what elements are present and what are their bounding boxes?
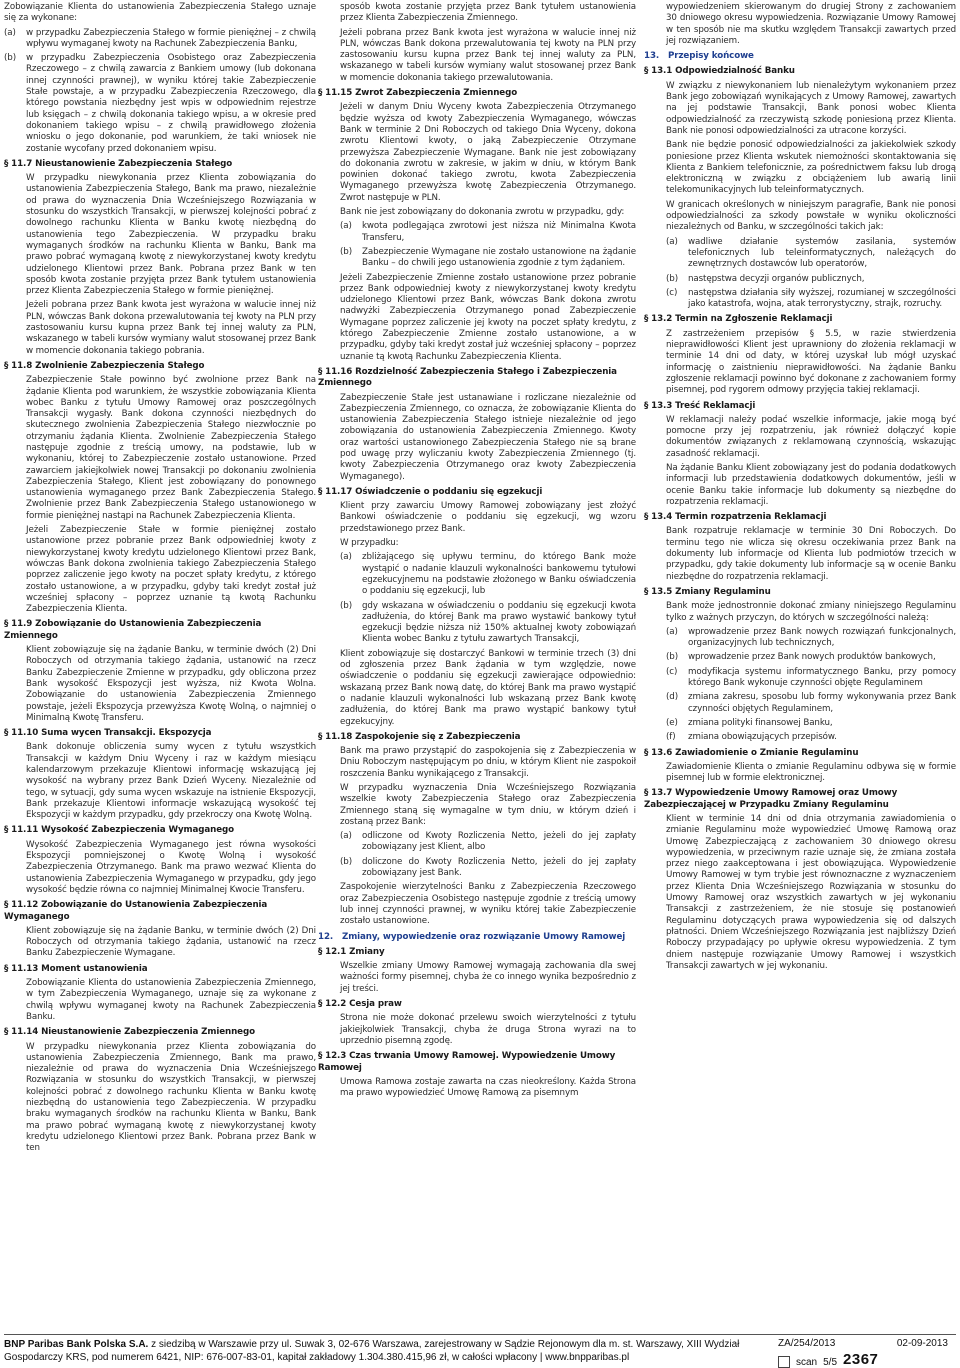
section-heading: § 11.14 Nieustanowienie Zabezpieczenia Zmiennego	[4, 1027, 255, 1038]
scan-checkbox-icon[interactable]	[778, 1356, 790, 1368]
paragraph: Jeżeli pobrana przez Bank kwota jest wyrażona w walucie innej niż PLN, wówczas Bank dokona przewalutowania tej kwoty na PLN przy zastosowaniu kursu kupna przez Bank tej innej waluty za PLN, wskazanego w tabeli kursów wymiany walut stosowanej przez Bank w momencie dokonania takiego przewalutowania.	[340, 27, 636, 83]
list-item-text: wprowadzenie przez Bank nowych produktów bankowych,	[688, 652, 936, 663]
section-heading: § 13.2 Termin na Zgłoszenie Reklamacji	[644, 314, 833, 325]
list-item-text: Zabezpieczenie Wymagane nie zostało ustanowione na żądanie Banku – do chwili jego ustanowienia zgodnie z tym żądaniem.	[362, 246, 636, 269]
paragraph: wypowiedzeniem skierowanym do drugiej Strony z zachowaniem 30 dniowego okresu wypowiedzenia. Rozwiązanie Umowy Ramowej w ten sposób nie ma skutku względem Transakcji zawartych przed jej rozwiązaniem.	[666, 2, 956, 46]
paragraph: Bank ma prawo przystąpić do zaspokojenia się z Zabezpieczenia w Dniu Roboczym następującym po dniu, w którym Klient nie zaspokoił roszczenia Banku wynikającego z Transakcji.	[340, 746, 636, 779]
list-item	[644, 627, 956, 650]
paragraph: Strona nie może dokonać przelewu swoich wierzytelności z tytułu jakiejkolwiek Transakcji, chyba że druga Strona wyrazi na to uprzednio pisemną zgodę.	[340, 1013, 636, 1046]
column-middle	[318, 2, 636, 1102]
paragraph: sposób kwota zostanie przyjęta przez Bank tytułem ustanowienia przez Klienta Zabezpieczenia Zmiennego.	[340, 2, 636, 24]
list-item-marker: (b)	[340, 856, 352, 867]
list-item-text: doliczone do Kwoty Rozliczenia Netto, jeżeli do jej zapłaty zobowiązany jest Bank.	[362, 856, 636, 879]
chapter-number: 13.	[644, 51, 660, 62]
column-left	[4, 2, 316, 1158]
section-heading: § 13.6 Zawiadomienie o Zmianie Regulaminu	[644, 747, 859, 758]
paragraph: Zobowiązanie Klienta do ustanowienia Zabezpieczenia Zmiennego, w tym Zabezpieczenia Wymaganego, uznaje się za wykonane z chwilą wpływu wymaganej kwoty na Rachunek Zabezpieczenia Banku.	[26, 978, 316, 1022]
list-item-marker: (b)	[666, 273, 678, 284]
list-item-marker: (d)	[666, 692, 678, 703]
list-item-text: w przypadku Zabezpieczenia Osobistego oraz Zabezpieczenia Rzeczowego – z chwilą zawarcia z Bankiem umowy (lub dokonana innej czynności prawnej), w wyniku której takie Zabezpieczenie Stałe powstaje, a w przypadku Zabezpieczenia Rzeczowego, dla którego powstania niezbędny jest wpis w odpowiednim rejestrze lub księgach – z chwilą dokonania takiego wpisu, a w okresie pred dokonaniem takiego wpisu – z chwilą prawidłowego złożenia wniosku o jego dokonanie, pod warunkiem, że taki wniosek nie zostanie wycofany przed dokonaniem wpisu.	[26, 53, 316, 154]
list-item	[644, 667, 956, 690]
list-item	[318, 831, 636, 854]
section-heading: § 11.10 Suma wycen Transakcji. Ekspozycja	[4, 728, 212, 739]
paragraph: Klient zobowiązuje się dostarczyć Bankowi w terminie trzech (3) dni od zgłoszenia przez Bank żądania w tym względzie, nowe oświadczenie o poddaniu się egzekucji zawierające odpowiednio: wskazaną przez Bank nową datę, do której Bank ma prawo wystąpić o nadanie klauzuli wykonalności lub wskazaną przez Bank kwotę zadłużenia, do której Bank ma prawo wystąpić bankowy tytuł egzekucyjny.	[340, 648, 636, 727]
paragraph: Jeżeli w danym Dniu Wyceny kwota Zabezpieczenia Otrzymanego będzie wyższa od kwoty Zabezpieczenia Wymaganego, wówczas Bank w terminie 2 Dni Roboczych od takiego Dnia Wyceny, dokona zwrotu Klientowi kwoty, o jaką Zabezpieczenie Otrzymane przewyższa Zabezpieczenie Wymagane. Bank nie jest zobowiązany do dokonania zwrotu w zakresie, w jakim w dniu, w którym Bank powinien dokonać takiego zwrotu, kwota Zabezpieczenia Wymaganego przewyższa kwotę Zabezpieczenia Otrzymanego. Zwrot następuje w PLN.	[340, 102, 636, 203]
section-heading: § 11.12 Zobowiązanie do Ustanowienia Zabezpieczenia Wymaganego	[4, 900, 268, 922]
paragraph: Zabezpieczenie Stałe powinno być zwolnione przez Bank na żądanie Klienta pod warunkiem, że wszystkie zobowiązania Klienta wobec Banku z tytułu Umowy Ramowej oraz poszczególnych Transakcji wygasły. Bank dokona czynności niezbędnych do skutecznego zwolnienia Zabezpieczenia Stałego niezwłocznie po otrzymaniu żądania Klienta. Zwolnienie Zabezpieczenia Stałego następuje zgodnie z treścią umowy, na podstawie, lub w wykonaniu, której to Zabezpieczenie zostało ustanowione. Przed zawarciem jakiejkolwiek nowej Transakcji po dokonaniu zwolnienia Zabezpieczenia Stałego, Klient jest zobowiązany do ponownego ustanowienia wymaganego przez Bank Zabezpieczenia Stałego. Zwolnienie przez Bank Zabezpieczenia Stałego ustanowionego w formie pieniężnej nastąpi na Rachunek Zabezpieczenia Klienta.	[26, 375, 316, 521]
list-item-marker: (a)	[666, 236, 678, 247]
paragraph: W związku z niewykonaniem lub nienależytym wykonaniem przez Bank jego zobowiązań wynikających z Umowy Ramowej, zawartych na jej podstawie Transakcji, Bank ponosi wobec Klienta odpowiedzialność za rzeczywistą szkodę poniesioną przez Klienta. Bank nie ponosi odpowiedzialności za utracone korzyści.	[666, 80, 956, 136]
section-heading: § 13.1 Odpowiedzialność Banku	[644, 66, 795, 77]
paragraph: Bank rozpatruje reklamacje w terminie 30 Dni Roboczych. Do terminu tego nie wlicza się okresu oczekiwania przez Bank na dokumenty lub informacje od Klienta lub podmiotów trzecich w przypadku, gdy takie dokumenty lub informacje są w ocenie Banku niezbędne do rozpatrzenia reklamacji.	[666, 526, 956, 582]
section-heading: § 13.5 Zmiany Regulaminu	[644, 586, 771, 597]
footer-form-number: 2367	[843, 1351, 879, 1368]
list-item-marker: (e)	[666, 717, 678, 728]
section-heading: § 11.9 Zobowiązanie do Ustanowienia Zabezpieczenia Zmiennego	[4, 619, 262, 641]
list-item	[4, 53, 316, 155]
list-item	[644, 718, 956, 729]
list-item-marker: (f)	[666, 732, 676, 743]
paragraph: Na żądanie Banku Klient zobowiązany jest do podania dodatkowych informacji lub przedstawienia dodatkowych dokumentów, jeśli w ocenie Banku takie informacje lub dokumenty są niezbędne do rozpatrzenia reklamacji.	[666, 462, 956, 507]
paragraph: Klient w terminie 14 dni od dnia otrzymania zawiadomienia o zmianie Regulaminu może wypowiedzieć Umowę Ramową oraz Umowę Zabezpieczającą z zachowaniem 30 dniowego okresu wypowiedzenia, w przeciwnym razie uznaje się, że zmiana została przez niego zaakceptowana i jest obowiązująca. Wypowiedzenie Umowy Ramowej w tym trybie jest równoznaczne z wyznaczeniem przez Klienta Dnia Wcześniejszego Rozwiązania w stosunku do Umowy Ramowej oraz wszystkich zawartych w jej wykonaniu Transakcji z zastrzeżeniem, że nie stosuje się postanowień Regulaminu dotyczących prawa wypowiedzenia się od dalszych płatności. Dniem Wcześniejszego Rozwiązania jest najbliższy Dzień Roboczy przypadający po upływie okresu wypowiedzenia. Z tym dniem następuje rozwiązanie Umowy Ramowej i wszystkich Transakcji zawartych w jej wykonaniu.	[666, 814, 956, 971]
paragraph: Zaspokojenie wierzytelności Banku z Zabezpieczenia Rzeczowego oraz Zabezpieczenia Osobistego następuje zgodnie z treścią umowy lub innej czynności prawnej, w wyniku której takie Zabezpieczenie zostało ustanowione.	[340, 882, 636, 927]
paragraph: Klient przy zawarciu Umowy Ramowej zobowiązany jest złożyć Bankowi oświadczenie o poddaniu się egzekucji, wg wzoru przedstawionego przez Bank.	[340, 501, 636, 534]
paragraph: Bank dokonuje obliczenia sumy wycen z tytułu wszystkich Transakcji w każdym Dniu Wyceny i raz w każdym miesiącu kalendarzowym przekazuje Klientowi informację wskazującą jej wysokość na wybrany przez Bank Dzień Wyceny. Niezależnie od tego, w sytuacji, gdy suma wycen wskazuje na istnienie Ekspozycji, Bank przekazuje Klientowi informacje wskazującą wysokość tej Ekspozycji w każdym przypadku, gdy przekroczy ona Kwotę Wolną.	[26, 742, 316, 821]
paragraph: W przypadku niewykonania przez Klienta zobowiązania do ustanowienia Zabezpieczenia Zmiennego, Bank ma prawo, niezależnie od prawa do wyznaczenia Dnia Wcześniejszego Rozwiązania w stosunku do wszystkich Transakcji, w pierwszej kolejności pobrać z dowolnego rachunku Klienta w Banku kwotę niezbędną do ustanowienia tego Zabezpieczenia. W przypadku braku wymaganych środków na rachunku Klienta w Banku, Bank ma prawo pobrać wymaganą kwotę z niewykorzystanej kwoty kredytu udzielonego Klientowi przez Bank. Pobrana przez Bank w ten	[26, 1041, 316, 1154]
list-item-marker: (a)	[666, 626, 678, 637]
paragraph: Bank nie jest zobowiązany do dokonania zwrotu w przypadku, gdy:	[340, 207, 625, 218]
footer-company-name: BNP Paribas Bank Polska S.A.	[4, 1339, 149, 1350]
list-item-text: wprowadzenie przez Bank nowych rozwiązań funkcjonalnych, organizacyjnych lub technicznych,	[688, 626, 956, 649]
footer-company-info	[4, 1338, 739, 1364]
list-item-text: wadliwe działanie systemów zasilania, systemów telefonicznych lub teleinformatycznych, należących do zewnętrznych dostawców lub operatorów,	[688, 236, 956, 270]
chapter-heading	[644, 51, 956, 62]
chapter-heading	[318, 932, 636, 943]
paragraph: Z zastrzeżeniem przepisów § 5.5, w razie stwierdzenia nieprawidłowości Klient jest uprawniony do złożenia reklamacji w terminie 14 dni od daty, w której uzyskał lub mógł uzyskać informację o zaistnieniu nieprawidłowości. Na żądanie Banku zgłoszenie reklamacji powinno być dokonane z zachowaniem formy pisemnej, pod rygorem odmowy przyjęcia takiej reklamacji.	[666, 328, 956, 396]
list-item-text: zmiana zakresu, sposobu lub formy wykonywania przez Bank czynności objętych Regulaminem,	[688, 692, 956, 714]
list-item-text: odliczone od Kwoty Rozliczenia Netto, jeżeli do jej zapłaty zobowiązany jest Klient, albo	[362, 831, 636, 853]
paragraph: Klient zobowiązuje się na żądanie Banku, w terminie dwóch (2) Dni Roboczych od otrzymania takiego żądania, ustanowić na rzecz Banku Zabezpieczenie Zmienne w przypadku, gdy obliczona przez Bank wysokość Ekspozycji jest wyższa, niż Kwota Wolna. Zobowiązanie do ustanowienia Zabezpieczenia Zmiennego powstaje, jeżeli Ekspozycja przewyższa Kwotę Wolną, o najmniej o Minimalną Kwotę Transferu.	[26, 645, 316, 723]
paragraph: Umowa Ramowa zostaje zawarta na czas nieokreślony. Każda Strona ma prawo wypowiedzieć Umowę Ramową za pisemnym	[340, 1076, 636, 1099]
section-heading: § 12.2 Cesja praw	[318, 999, 402, 1010]
section-heading: § 11.11 Wysokość Zabezpieczenia Wymaganego	[4, 825, 234, 836]
footer-line-2: Gospodarczy KRS, pod numerem 6421, NIP: 676-007-83-01, kapitał zakładowy 1.304.380.415,96 zł, w całości wpłacony | www.bnpparibas.pl	[4, 1352, 630, 1363]
list-item-marker: (c)	[666, 287, 678, 298]
list-item-text: zmiana obowiązujących przepisów.	[688, 732, 837, 743]
list-item-text: następstwa decyzji organów publicznych,	[688, 273, 865, 284]
footer-scan-label: scan	[796, 1357, 818, 1368]
list-item-marker: (c)	[666, 666, 678, 677]
list-item	[318, 221, 636, 244]
section-heading: § 12.1 Zmiany	[318, 946, 385, 957]
paragraph: Klient zobowiązuje się na żądanie Banku, w terminie dwóch (2) Dni Roboczych od otrzymania takiego żądania, ustanowić na rzecz Banku Zabezpieczenie Wymagane.	[26, 925, 316, 959]
footer-date: 02-09-2013	[896, 1338, 948, 1349]
section-heading: § 11.7 Nieustanowienie Zabezpieczenia Stałego	[4, 158, 233, 169]
list-item-marker: (a)	[4, 27, 16, 38]
section-heading: § 13.7 Wypowiedzenie Umowy Ramowej oraz Umowy Zabezpieczającej w Przypadku Zmiany Regulaminu	[644, 788, 898, 810]
paragraph: Bank nie będzie ponosić odpowiedzialności za jakiekolwiek szkody poniesione przez Klienta wskutek niemożności skontaktowania się Klienta z Bankiem telefonicznie, za pośrednictwem faksu lub drogą elektroniczną w związku z obciążeniem lub awarią linii telekomunikacyjnych lub teleinformatycznych.	[666, 140, 956, 196]
paragraph: Jeżeli Zabezpieczenie Stałe w formie pieniężnej zostało ustanowione przez pobranie przez Bank odpowiedniej kwoty z niewykorzystanej kwoty kredytu udzielonego Klientowi przez Bank, wówczas Bank dokona zwolnienia takiego Zabezpieczenia Stałego poprzez zaliczenie jego kwoty na poczet spłaty kredytu, z którego zostało ustanowione, a w przypadku, gdyby taki kredyt został już wcześniej spłacony – poprzez uznanie tą kwotą Rachunku Zabezpieczenia Klienta.	[26, 525, 316, 615]
section-heading: § 11.15 Zwrot Zabezpieczenia Zmiennego	[318, 88, 518, 99]
chapter-number: 12.	[318, 931, 334, 942]
list-item-text: zbliżającego się upływu terminu, do którego Bank może wystąpić o nadanie klauzuli wykonalności bankowemu tytułowi egzekucyjnemu na podstawie złożonego w Banku oświadczenia o poddaniu się egzekucji, lub	[362, 552, 636, 597]
footer-line-1: z siedzibą w Warszawie przy ul. Suwak 3, 02-676 Warszawa, zarejestrowany w Sądzie Rejonowym dla m. st. Warszawy, XIII Wydział	[148, 1339, 740, 1350]
section-heading: § 13.3 Treść Reklamacji	[644, 400, 756, 411]
footer-doc-info	[778, 1338, 948, 1368]
section-heading: § 11.8 Zwolnienie Zabezpieczenia Stałego	[4, 360, 205, 371]
list-item-text: kwota podlegająca zwrotowi jest niższa niż Minimalna Kwota Transferu,	[362, 221, 636, 243]
list-item	[644, 274, 956, 285]
list-item-text: w przypadku Zabezpieczenia Stałego w formie pieniężnej – z chwilą wpływu wymaganej kwoty na Rachunek Zabezpieczenia Banku,	[26, 27, 316, 49]
list-item-marker: (b)	[340, 600, 352, 611]
list-item-text: zmiana polityki finansowej Banku,	[688, 717, 833, 728]
list-item-marker: (b)	[4, 53, 16, 64]
list-item-text: modyfikacja systemu informatycznego Banku, przy pomocy którego Bank wykonuje czynności objęte Regulaminem	[688, 666, 956, 689]
list-item-marker: (a)	[340, 831, 352, 842]
paragraph: Zobowiązanie Klienta do ustanowienia Zabezpieczenia Stałego uznaje się za wykonane:	[4, 2, 316, 24]
list-item-marker: (b)	[666, 652, 678, 663]
paragraph: W przypadku:	[340, 538, 399, 549]
list-item	[4, 28, 316, 51]
footer-doc-code: ZA/254/2013	[778, 1338, 836, 1349]
list-item	[644, 237, 956, 271]
paragraph: W przypadku niewykonania przez Klienta zobowiązania do ustanowienia Zabezpieczenia Stałego, Bank ma prawo, niezależnie od prawa do wyznaczenia Dnia Wcześniejszego Rozwiązania w stosunku do wszystkich Transakcji, w pierwszej kolejności pobrać z dowolnego rachunku Klienta w Banku kwotę niezbędną do ustanowienia tego Zabezpieczenia. W przypadku braku wymaganych środków na rachunku Klienta w Banku, Bank ma prawo pobrać wymaganą kwotę z niewykorzystanej kwoty kredytu udzielonego Klientowi przez Bank. Pobrana przez Bank w ten sposób kwota zostanie przyjęta przez Bank tytułem ustanowienia przez Klienta Zabezpieczenia Stałego w formie pieniężnej.	[26, 173, 316, 297]
section-heading: § 11.13 Moment ustanowienia	[4, 963, 148, 974]
list-item	[644, 288, 956, 311]
list-item-text: następstwa działania siły wyższej, rozumianej w szczególności jako katastrofa, wojna, atak terrorystyczny, strajk, rozruchy.	[688, 287, 956, 310]
section-heading: § 12.3 Czas trwania Umowy Ramowej. Wypowiedzenie Umowy Ramowej	[318, 1051, 616, 1073]
paragraph: Zawiadomienie Klienta o zmianie Regulaminu odbywa się w formie pisemnej lub w formie elektronicznej.	[666, 761, 956, 784]
paragraph: Bank może jednostronnie dokonać zmiany niniejszego Regulaminu tylko z ważnych przyczyn, do których w szczególności należą:	[666, 601, 956, 623]
list-item	[644, 652, 956, 663]
list-item-marker: (a)	[340, 552, 352, 563]
paragraph: W reklamacji należy podać wszelkie informacje, jakie mogą być pomocne przy jej rozpatrzeniu, jak również dołączyć kopie dokumentów związanych z reklamowaną czynnością, wskazując zasadność reklamacji.	[666, 414, 956, 459]
list-item	[644, 692, 956, 715]
paragraph: Jeżeli pobrana przez Bank kwota jest wyrażona w walucie innej niż PLN, wówczas Bank dokona przewalutowania tej kwoty na PLN przy zastosowaniu kursu kupna przez Bank tej innej waluty za PLN, wskazanego w tabeli kursów wymiany walut stosowanej przez Bank w momencie dokonania takiego pobrania.	[26, 300, 316, 356]
list-item	[318, 552, 636, 597]
column-right	[644, 2, 956, 975]
section-heading: § 11.16 Rozdzielność Zabezpieczenia Stałego i Zabezpieczenia Zmiennego	[318, 366, 617, 389]
paragraph: W granicach określonych w niniejszym paragrafie, Bank nie ponosi odpowiedzialności za szkody powstałe w wyniku okoliczności niezależnych od Banku, w szczególności takich jak:	[666, 199, 956, 233]
list-item	[318, 601, 636, 646]
chapter-title: Zmiany, wypowiedzenie oraz rozwiązanie Umowy Ramowej	[342, 931, 626, 942]
list-item-text: gdy wskazana w oświadczeniu o poddaniu się egzekucji kwota zadłużenia, do której Bank ma prawo wystawić bankowy tytuł egzekucji będzie niższa niż 150% aktualnej kwoty zobowiązań Klienta wobec Banku z tytułu zawartych Transakcji,	[362, 600, 636, 645]
section-heading: § 13.4 Termin rozpatrzenia Reklamacji	[644, 512, 827, 523]
chapter-title: Przepisy końcowe	[668, 51, 754, 62]
paragraph: Jeżeli Zabezpieczenie Zmienne zostało ustanowione przez pobranie przez Bank odpowiedniej kwoty z niewykorzystanej kwoty kredytu udzielonego Klientowi przez Bank, wówczas Bank dokona zwrotu nadwyżki Zabezpieczenia Otrzymanego ponad Zabezpieczenie Wymagane poprzez zaliczenie jej kwoty na poczet spłaty kredytu, z którego Zabezpieczenie Zmienne zostało ustanowione, a w przypadku, gdyby taki kredyt został już wcześniej spłacony – poprzez uznanie tą kwotą Rachunku Zabezpieczenia Klienta.	[340, 272, 636, 362]
paragraph: Wysokość Zabezpieczenia Wymaganego jest równa wysokości Ekspozycji pomniejszonej o Kwotę Wolną i wysokość Zabezpieczenia Otrzymanego. Bank ma prawo wezwać Klienta do ustanowienia Zabezpieczenia Wymaganego w przypadku, gdy jego wysokość będzie równa co najmniej Minimalnej Kwocie Transferu.	[26, 839, 316, 895]
paragraph: Wszelkie zmiany Umowy Ramowej wymagają zachowania dla swej ważności formy pisemnej, chyba że co innego wynika bezpośrednio z jej treści.	[340, 961, 636, 994]
list-item-marker: (a)	[340, 221, 352, 232]
section-heading: § 11.18 Zaspokojenie się z Zabezpieczenia	[318, 731, 521, 742]
list-item	[644, 732, 956, 743]
footer-divider	[4, 1334, 956, 1335]
paragraph: Zabezpieczenie Stałe jest ustanawiane i rozliczane niezależnie od Zabezpieczenia Zmiennego, co oznacza, że zobowiązanie Klienta do ustanowienia Zabezpieczenia Stałego istnieje niezależnie od jego zobowiązania do ustanowienia Zabezpieczenia Zmiennego. Kwoty oraz wartości ustanowionego Zabezpieczenia Stałego nie są brane pod uwagę przy wyliczaniu kwoty Zabezpieczenia Zmiennego (tj. kwoty Zabezpieczenia Otrzymanego oraz kwoty Zabezpieczenia Wymaganego).	[340, 392, 636, 482]
list-item	[318, 857, 636, 880]
paragraph: W przypadku wyznaczenia Dnia Wcześniejszego Rozwiązania wszelkie kwoty Zabezpieczenia Stałego oraz Zabezpieczenia Zmiennego staną się wymagalne w tym dniu, w którym dzień i zostaną przez Bank:	[340, 783, 636, 827]
footer-page-number: 5/5	[823, 1357, 838, 1368]
section-heading: § 11.17 Oświadczenie o poddaniu się egzekucji	[318, 486, 543, 497]
list-item	[318, 247, 636, 270]
list-item-marker: (b)	[340, 246, 352, 257]
